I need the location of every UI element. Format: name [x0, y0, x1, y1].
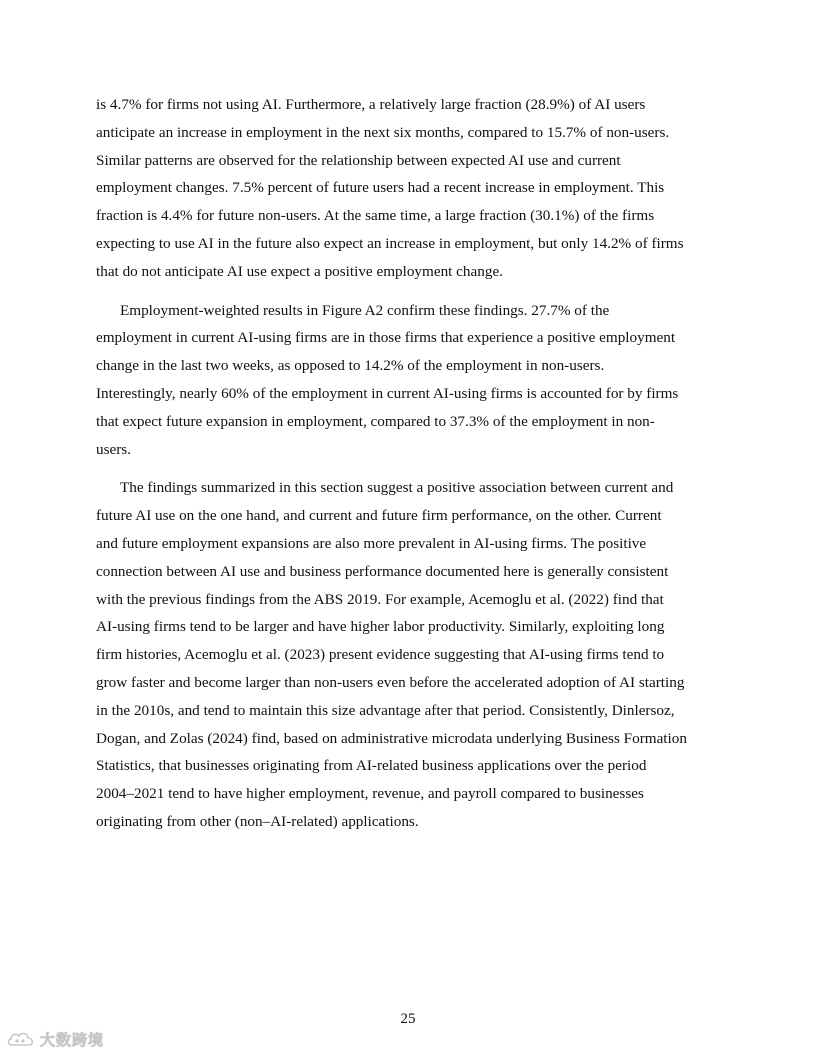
text-line: anticipate an increase in employment in the next six months, compared to 15.7% of non-users. — [96, 123, 670, 141]
text-line: Employment-weighted results in Figure A2 confirm these findings. 27.7% of the — [120, 301, 610, 319]
document-body — [96, 91, 724, 836]
text-line: Dogan, and Zolas (2024) find, based on administrative microdata underlying Business Formation — [96, 729, 687, 747]
text-line: Similar patterns are observed for the relationship between expected AI use and current — [96, 151, 621, 169]
text-line: and future employment expansions are also more prevalent in AI-using firms. The positive — [96, 534, 647, 552]
text-line: 2004–2021 tend to have higher employment, revenue, and payroll compared to businesses — [96, 785, 644, 803]
text-line: Interestingly, nearly 60% of the employment in current AI-using firms is accounted for by firms — [96, 384, 679, 402]
text-line: fraction is 4.4% for future non-users. At the same time, a large fraction (30.1%) of the firms — [96, 207, 655, 225]
text-line: AI-using firms tend to be larger and have higher labor productivity. Similarly, exploiting long — [96, 618, 665, 636]
text-line: change in the last two weeks, as opposed to 14.2% of the employment in non-users. — [96, 357, 605, 375]
watermark-text: 大数跨境 — [40, 1030, 105, 1049]
text-line: expecting to use AI in the future also expect an increase in employment, but only 14.2% of firms — [96, 234, 684, 252]
text-line: is 4.7% for firms not using AI. Furthermore, a relatively large fraction (28.9%) of AI users — [96, 96, 646, 113]
text-line: connection between AI use and business performance documented here is generally consistent — [96, 562, 669, 580]
text-line: The findings summarized in this section suggest a positive association between current and — [120, 479, 674, 497]
paragraph-3 — [96, 474, 724, 835]
text-line: in the 2010s, and tend to maintain this size advantage after that period. Consistently, Dinlersoz, — [96, 701, 675, 719]
text-line: Statistics, that businesses originating from AI-related business applications over the period — [96, 757, 647, 775]
cloud-logo-icon — [6, 1028, 36, 1050]
text-line: users. — [96, 440, 132, 458]
paragraph-2 — [96, 297, 724, 464]
watermark — [6, 1028, 104, 1050]
page-number: 25 — [400, 1010, 416, 1027]
text-line: that do not anticipate AI use expect a positive employment change. — [96, 262, 503, 280]
text-line: that expect future expansion in employment, compared to 37.3% of the employment in non- — [96, 412, 655, 430]
text-line: firm histories, Acemoglu et al. (2023) present evidence suggesting that AI-using firms tend to — [96, 646, 665, 664]
text-line: originating from other (non–AI-related) applications. — [96, 812, 419, 830]
text-line: employment in current AI-using firms are in those firms that experience a positive employment — [96, 329, 676, 347]
text-line: with the previous findings from the ABS 2019. For example, Acemoglu et al. (2022) find that — [96, 590, 664, 608]
paragraph-1 — [96, 91, 724, 286]
text-line: grow faster and become larger than non-users even before the accelerated adoption of AI starting — [96, 673, 685, 691]
text-line: future AI use on the one hand, and current and future firm performance, on the other. Current — [96, 507, 662, 525]
text-line: employment changes. 7.5% percent of future users had a recent increase in employment. This — [96, 179, 665, 197]
